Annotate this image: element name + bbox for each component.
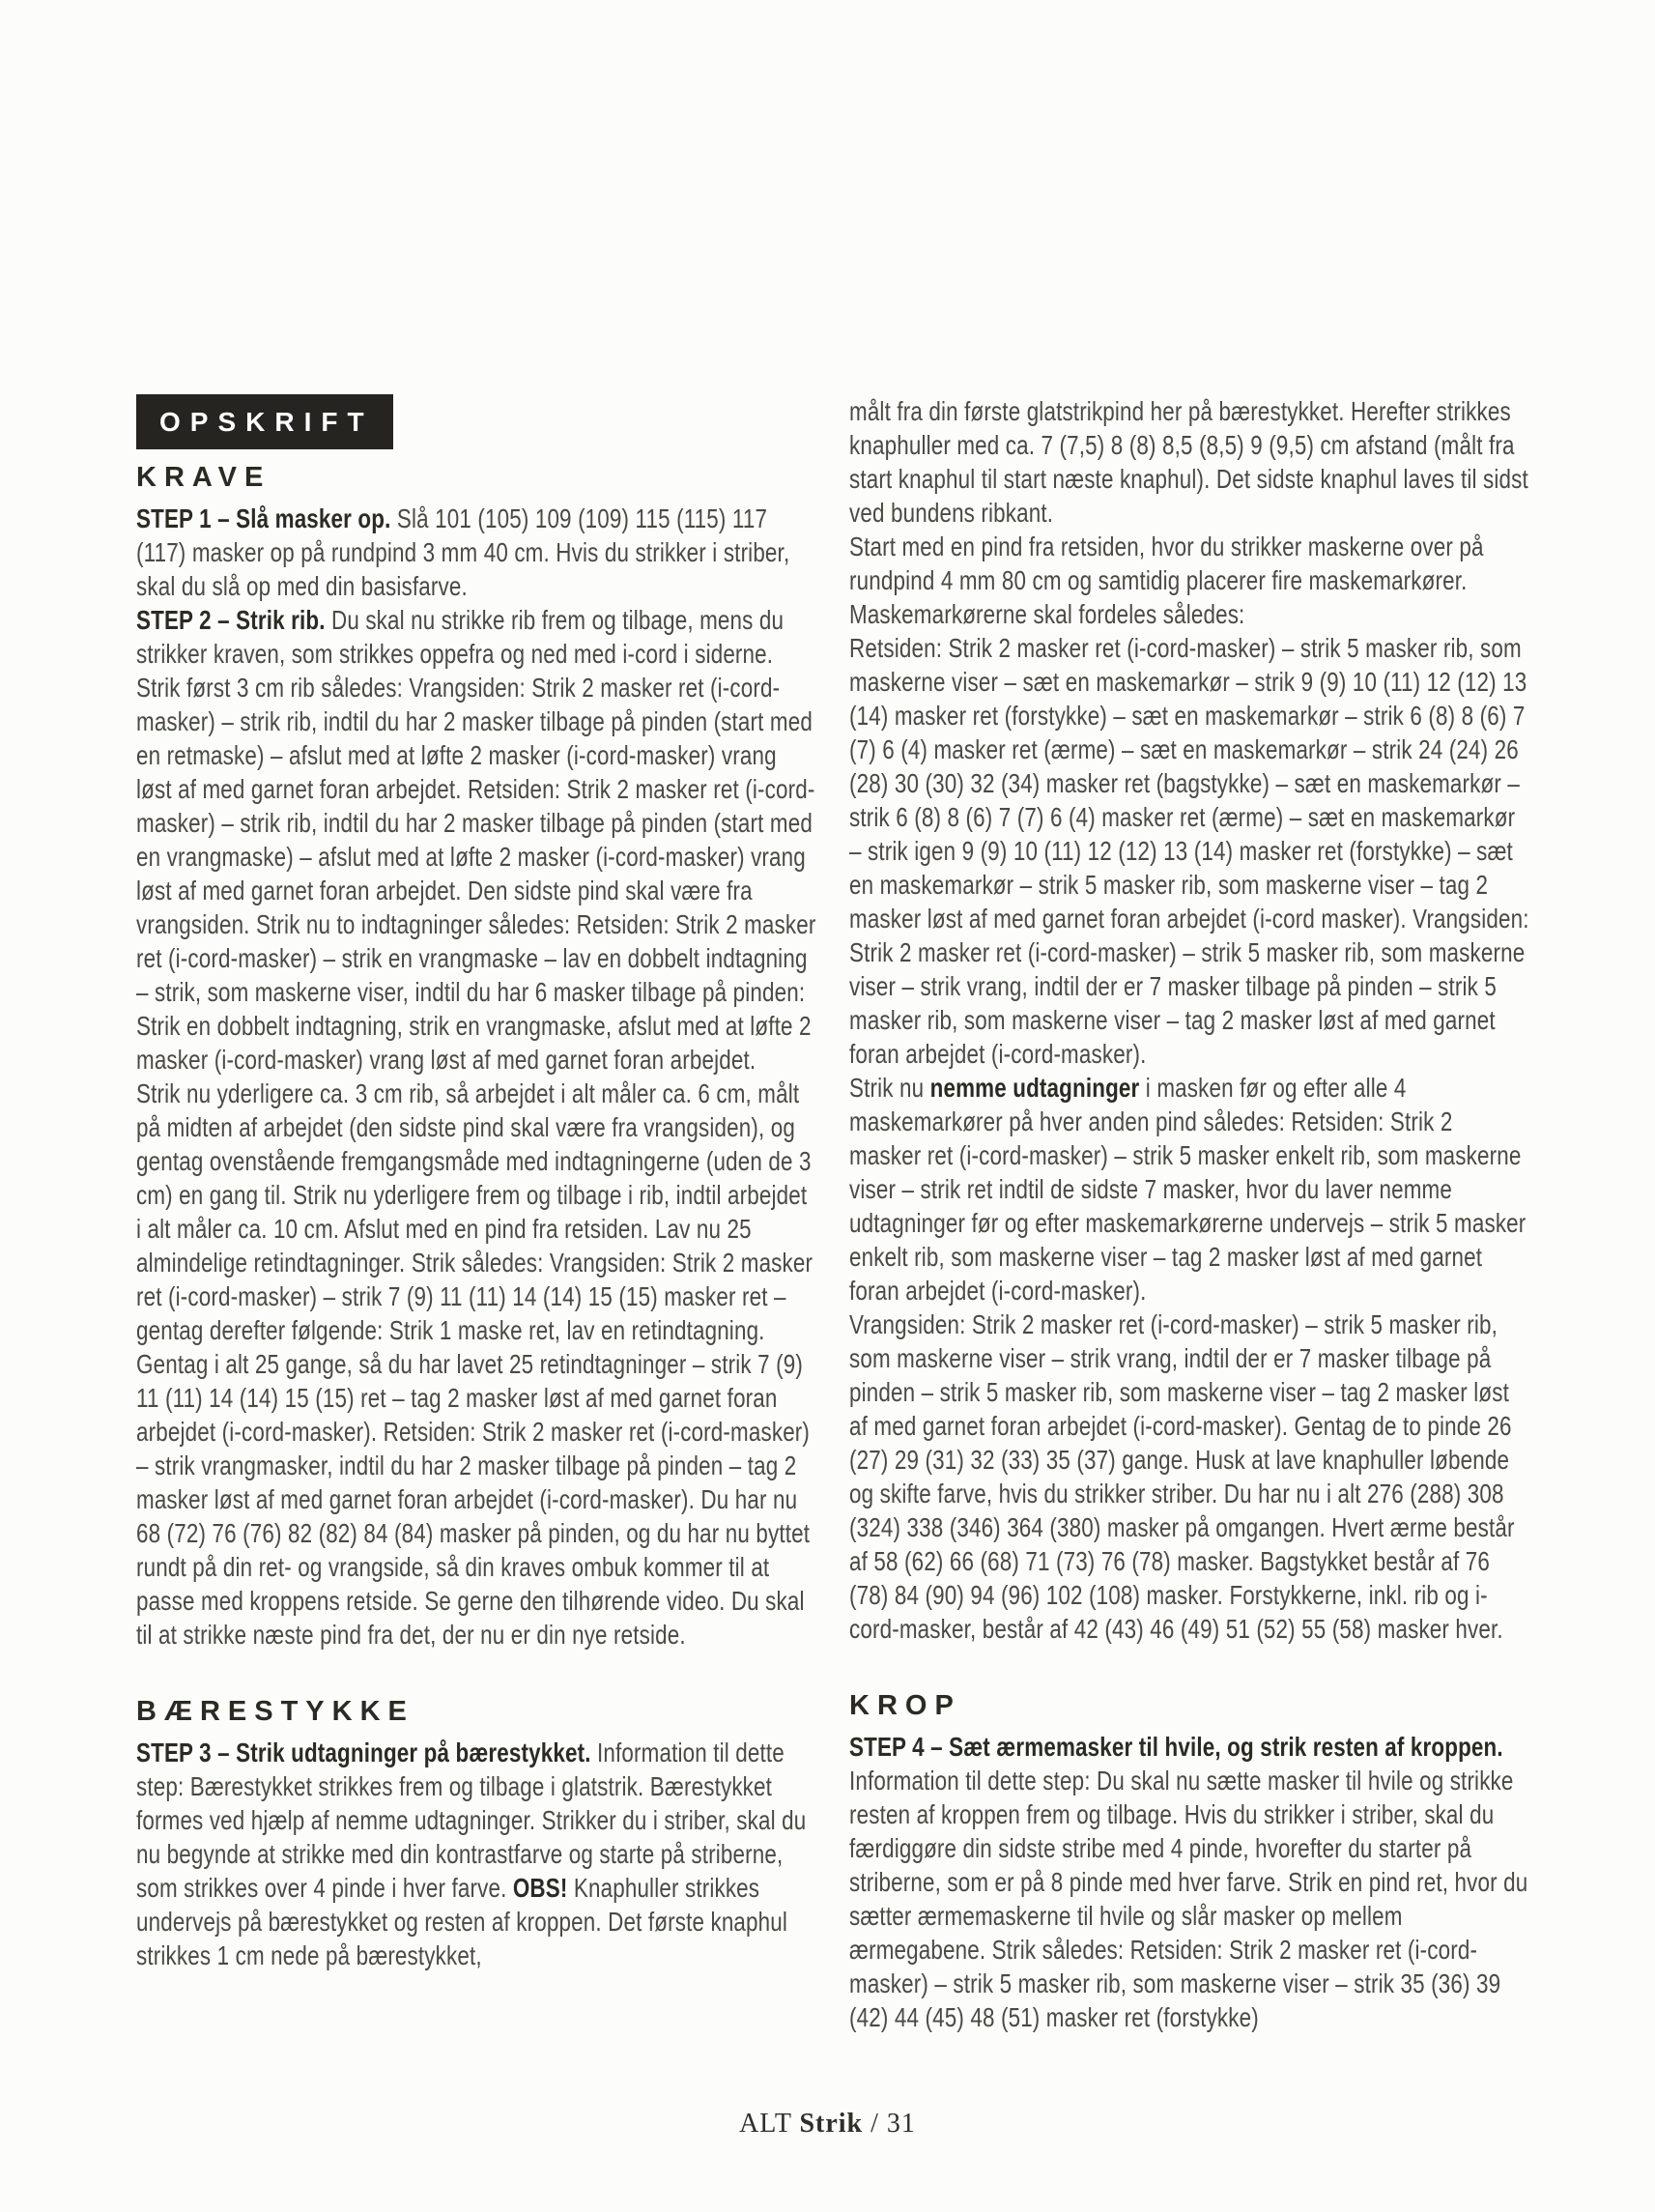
page-footer (0, 2109, 1655, 2140)
footer-magazine-name: ALT (739, 2109, 800, 2139)
bold-text-run: OBS! (512, 1873, 568, 1903)
paragraph (136, 502, 817, 603)
paragraph-text (849, 394, 1530, 530)
paragraph-text (849, 1071, 1530, 1307)
text-run: Information til dette step: Bærestykket strikkes frem og tilbage i glatstrik. Bærestykket formes ved hjælp af nemme udtagninger. Strikker du i striber, skal du nu begynde at strikke med din kontrastfarve og starte på striberne, som strikkes over 4 pinde i hver farve. (136, 1738, 807, 1903)
text-run: Strik nu (849, 1073, 930, 1103)
paragraph (849, 1307, 1530, 1646)
text-run: Du skal nu strikke rib frem og tilbage, mens du strikker kraven, som strikkes oppefra og ned med i-cord i siderne. Strik først 3 cm rib således: Vrangsiden: Strik 2 masker ret (i-cord-masker) – strik rib, indtil du har 2 masker tilbage på pinden (start med en retmaske) – afslut med at løfte 2 masker (i-cord-masker) vrang løst af med garnet foran arbejdet. Retsiden: Strik 2 masker ret (i-cord-masker) – strik rib, indtil du har 2 masker tilbage på pinden (start med en vrangmaske) – afslut med at løfte 2 masker (i-cord-masker) vrang løst af med garnet foran arbejdet. Den sidste pind skal være fra vrangsiden. Strik nu to indtagninger således: Retsiden: Strik 2 masker ret (i-cord-masker) – strik en vrangmaske – lav en dobbelt indtagning – strik, som maskerne viser, indtil du har 6 masker tilbage på pinden: Strik en dobbelt indtagning, strik en vrangmaske, afslut med at løfte 2 masker (i-cord-masker) vrang løst af med garnet foran arbejdet. (136, 605, 816, 1075)
paragraph-text (849, 1307, 1530, 1646)
text-run: i masken før og efter alle 4 maskemarkører på hver anden pind således: Retsiden: Strik 2 masker ret (i-cord-masker) – strik 5 masker enkelt rib, som maskerne viser – strik ret indtil de sidste 7 masker, hvor du laver nemme udtagninger før og efter maskemarkørerne undervejs – strik 5 masker enkelt rib, som maskerne viser – tag 2 masker løst af med garnet foran arbejdet (i-cord-masker). (849, 1073, 1527, 1306)
section-heading-krave: KRAVE (136, 462, 271, 493)
footer-section-name: Strik (799, 2109, 864, 2139)
bold-text-run: nemme udtagninger (929, 1073, 1140, 1103)
text-run: Slå 101 (105) 109 (109) 115 (115) 117 (117) masker op på rundpind 3 mm 40 cm. Hvis du strikker i striber, skal du slå op med din basisfarve. (136, 503, 790, 601)
text-run: Strik nu yderligere ca. 3 cm rib, så arbejdet i alt måler ca. 6 cm, målt på midten af arbejdet (den sidste pind skal være fra vrangsiden), og gentag ovenstående fremgangsmåde med indtagningerne (uden de 3 cm) en gang til. Strik nu yderligere frem og tilbage i rib, indtil arbejdet i alt måler ca. 10 cm. Afslut med en pind fra retsiden. Lav nu 25 almindelige retindtagninger. Strik således: Vrangsiden: Strik 2 masker ret (i-cord-masker) – strik 7 (9) 11 (11) 14 (14) 15 (15) masker ret – gentag derefter følgende: Strik 1 maske ret, lav en retindtagning. Gentag i alt 25 gange, så du har lavet 25 retindtagninger – strik 7 (9) 11 (11) 14 (14) 15 (15) ret – tag 2 masker løst af med garnet foran arbejdet (i-cord-masker). Retsiden: Strik 2 masker ret (i-cord-masker) – strik vrangmasker, indtil du har 2 masker tilbage på pinden – tag 2 masker løst af med garnet foran arbejdet (i-cord-masker). Du har nu 68 (72) 76 (76) 82 (82) 84 (84) masker på pinden, og du har nu byttet rundt på din ret- og vrangside, så din kraves ombuk kommer til at passe med kroppens retside. Se gerne den tilhørende video. Du skal til at strikke næste pind fra det, der nu er din nye retside. (136, 1078, 813, 1650)
paragraph-text (136, 603, 817, 1077)
paragraph (849, 1071, 1530, 1307)
bold-text-run: STEP 3 – Strik udtagninger på bærestykket. (136, 1738, 598, 1767)
paragraph (136, 603, 817, 1077)
paragraph (849, 530, 1530, 631)
bold-text-run: STEP 1 – Slå masker op. (136, 503, 397, 533)
section-heading-krop: KROP (849, 1690, 961, 1721)
footer-page-number: / 31 (863, 2109, 916, 2139)
text-run: Start med en pind fra retsiden, hvor du strikker maskerne over på rundpind 4 mm 80 cm og samtidig placerer fire maskemarkører. Maskemarkørerne skal fordeles således: (849, 531, 1484, 629)
right-column (849, 394, 1530, 2034)
paragraph-text (136, 1077, 817, 1652)
bold-text-run: STEP 2 – Strik rib. (136, 605, 331, 635)
bold-text-run: STEP 4 – Sæt ærmemasker til hvile, og strik resten af kroppen. (849, 1732, 1503, 1762)
paragraph (849, 1730, 1530, 2034)
section-heading-bærestykke: BÆRESTYKKE (136, 1696, 414, 1727)
left-column (136, 394, 817, 2034)
paragraph-text (136, 502, 817, 603)
paragraph (849, 394, 1530, 530)
paragraph-text (849, 530, 1530, 631)
pattern-label: OPSKRIFT (136, 394, 393, 449)
text-run: målt fra din første glatstrikpind her på bærestykket. Herefter strikkes knaphuller med ca. 7 (7,5) 8 (8) 8,5 (8,5) 9 (9,5) cm afstand (målt fra start knaphul til start næste knaphul). Det sidste knaphul laves til sidst ved bundens ribkant. (849, 396, 1528, 528)
text-run: Vrangsiden: Strik 2 masker ret (i-cord-masker) – strik 5 masker rib, som maskerne viser – strik vrang, indtil der er 7 masker tilbage på pinden – strik 5 masker rib, som maskerne viser – tag 2 masker løst af med garnet foran arbejdet (i-cord-masker). Gentag de to pinde 26 (27) 29 (31) 32 (33) 35 (37) gange. Husk at lave knaphuller løbende og skifte farve, hvis du strikker striber. Du har nu i alt 276 (288) 308 (324) 338 (346) 364 (380) masker på omgangen. Hvert ærme består af 58 (62) 66 (68) 71 (73) 76 (78) masker. Bagstykket består af 76 (78) 84 (90) 94 (96) 102 (108) masker. Forstykkerne, inkl. rib og i-cord-masker, består af 42 (43) 46 (49) 51 (52) 55 (58) masker hver. (849, 1309, 1515, 1644)
page-content (136, 394, 1530, 2034)
text-run: Information til dette step: Du skal nu sætte masker til hvile og strikke resten af kroppen frem og tilbage. Hvis du strikker i striber, skal du færdiggøre din sidste stribe med 4 pinde, hvorefter du starter på striberne, som er på 8 pinde med hver farve. Strik en pind ret, hvor du sætter ærmemaskerne til hvile og slår masker op mellem ærmegabene. Strik således: Retsiden: Strik 2 masker ret (i-cord-masker) – strik 5 masker rib, som maskerne viser – strik 35 (36) 39 (42) 44 (45) 48 (51) masker ret (forstykke) (849, 1766, 1528, 2032)
paragraph-text (136, 1736, 817, 1972)
text-run: Retsiden: Strik 2 masker ret (i-cord-masker) – strik 5 masker rib, som maskerne viser – sæt en maskemarkør – strik 9 (9) 10 (11) 12 (12) 13 (14) masker ret (forstykke) – sæt en maskemarkør – strik 6 (8) 8 (6) 7 (7) 6 (4) masker ret (ærme) – sæt en maskemarkør – strik 24 (24) 26 (28) 30 (30) 32 (34) masker ret (bagstykke) – sæt en maskemarkør – strik 6 (8) 8 (6) 7 (7) 6 (4) masker ret (ærme) – sæt en maskemarkør – strik igen 9 (9) 10 (11) 12 (12) 13 (14) masker ret (forstykke) – sæt en maskemarkør – strik 5 masker rib, som maskerne viser – tag 2 masker løst af med garnet foran arbejdet (i-cord masker). Vrangsiden: Strik 2 masker ret (i-cord-masker) – strik 5 masker rib, som maskerne viser – strik vrang, indtil der er 7 masker tilbage på pinden – strik 5 masker rib, som maskerne viser – tag 2 masker løst af med garnet foran arbejdet (i-cord-masker). (849, 633, 1529, 1069)
paragraph (136, 1077, 817, 1652)
paragraph (136, 1736, 817, 1972)
paragraph-text (849, 631, 1530, 1071)
paragraph-text (849, 1730, 1530, 2034)
text-run: Knaphuller strikkes undervejs på bærestykket og resten af kroppen. Det første knaphul strikkes 1 cm nede på bærestykket, (136, 1873, 788, 1970)
paragraph (849, 631, 1530, 1071)
